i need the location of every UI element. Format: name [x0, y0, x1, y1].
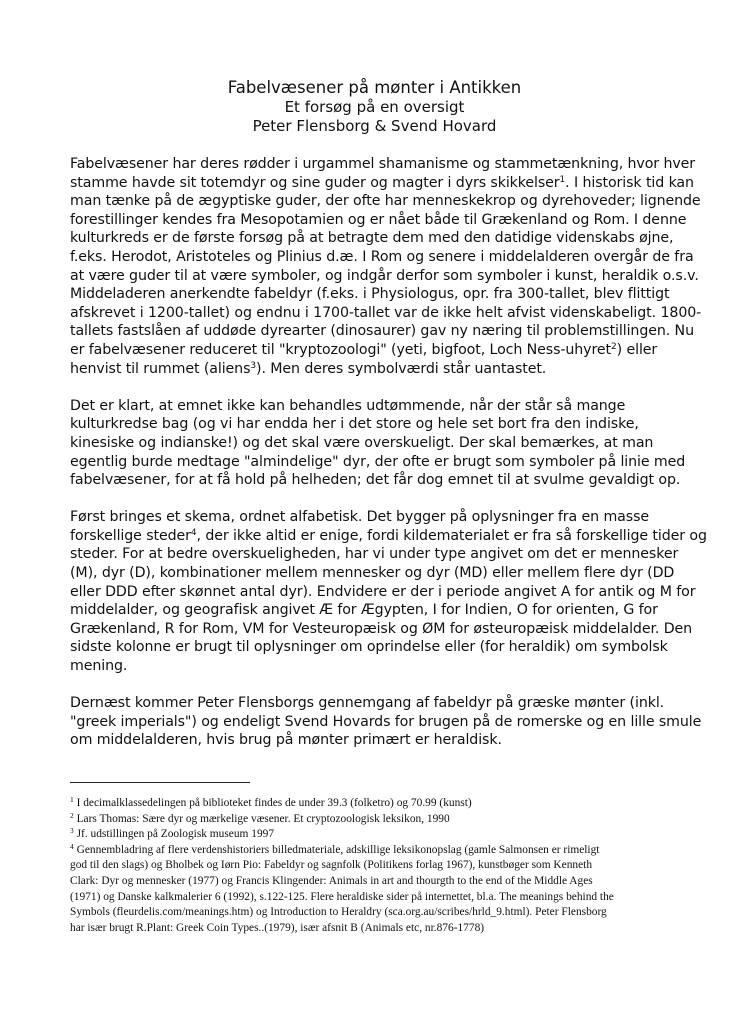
- footnote-line: $^4$ Gennembladring af flere verdenshistoriers billedmateriale, adskillige leksikonopslag (gamle Salmonsen er rimeligt: [70, 841, 600, 856]
- text-line: tallets fastslåen af uddøde dyrearter (dinosaurer) gav ny næring til problemstillingen. Nu: [70, 323, 694, 340]
- body-text: [70, 155, 707, 769]
- text-line: sidste kolonne er brugt til oplysninger om oprindelse eller (for heraldik) om symbolsk: [70, 639, 668, 656]
- footnote-ref: 4: [190, 527, 197, 538]
- footnote-line: Clark: Dyr og mennesker (1977) og Francis Klingender: Animals in art and thourgth to the end of the Middle Ages: [70, 874, 593, 887]
- footnote-divider: [70, 782, 250, 783]
- footnote-ref: 3: [250, 360, 257, 371]
- footnote-line: $^3$ Jf. udstillingen på Zoologisk museum 1997: [70, 826, 275, 841]
- text-line: mening.: [70, 658, 128, 675]
- text-line: f.eks. Herodot, Aristoteles og Plinius d.æ. I Rom og senere i middelalderen overgår de fra: [70, 248, 694, 265]
- text-line: Grækenland, R for Rom, VM for Vesteuropæisk og ØM for østeuropæisk middelalder. Den: [70, 620, 693, 637]
- paragraph-1: [70, 155, 702, 378]
- footnote-line: $^2$ Lars Thomas: Sære dyr og mærkelige væsener. Et cryptozoologisk leksikon, 1990: [70, 810, 450, 825]
- text-line: afskrevet i 1200-tallet) og endnu i 1700-tallet var de ikke helt afvist videnskabeligt. 1800-: [70, 304, 702, 321]
- text-line: at være guder til at være symboler, og indgår derfor som symboler i kunst, heraldik o.s.v.: [70, 267, 699, 284]
- text-line: "greek imperials") og endeligt Svend Hovards for brugen på de romerske og en lille smule: [70, 713, 702, 730]
- footnote-ref: 2: [70, 810, 74, 820]
- text-line: forskellige steder$^4$, der ikke altid er enige, fordi kildematerialet er fra så forskellige tider og: [70, 527, 707, 544]
- text-line: henvist til rummet (aliens$^3$). Men deres symbolværdi står uantastet.: [70, 360, 547, 377]
- text-line: Det er klart, at emnet ikke kan behandles udtømmende, når der står så mange: [70, 397, 626, 414]
- title-block: [0, 78, 749, 136]
- text-line: Dernæst kommer Peter Flensborgs gennemgang af fabeldyr på græske mønter (inkl.: [70, 695, 665, 712]
- paragraph-3: [70, 508, 707, 675]
- paragraph-2: [70, 397, 685, 490]
- footnote-ref: 4: [70, 841, 74, 851]
- footnote-line: har især brugt R.Plant: Greek Coin Types..(1979), især afsnit B (Animals etc, nr.876-1778): [70, 921, 485, 934]
- footnotes: [70, 796, 690, 936]
- text-line: er fabelvæsener reduceret til "kryptozoologi" (yeti, bigfoot, Loch Ness-uhyret$^2$) eller: [70, 341, 658, 358]
- text-line: egentlig burde medtage "almindelige" dyr, der ofte er brugt som symboler på linie med: [70, 453, 686, 470]
- text-line: eller DDD efter skønnet antal dyr). Endvidere er der i periode angivet A for antik og M for: [70, 583, 696, 600]
- page-authors: Peter Flensborg & Svend Hovard: [252, 117, 497, 135]
- text-line: om middelalderen, hvis brug på mønter primært er heraldisk.: [70, 732, 502, 749]
- footnote-ref: 1: [559, 174, 566, 185]
- footnote-ref: 3: [70, 826, 74, 836]
- page-title: Fabelvæsener på mønter i Antikken: [227, 78, 522, 97]
- text-line: (M), dyr (D), kombinationer mellem mennesker og dyr (MD) eller mellem flere dyr (DD: [70, 565, 675, 582]
- text-line: middelalder, og geografisk angivet Æ for Ægypten, I for Indien, O for orienten, G for: [70, 602, 658, 619]
- text-line: stamme havde sit totemdyr og sine guder og magter i dyrs skikkelser$^1$. I historisk tid kan: [70, 174, 694, 191]
- text-line: Fabelvæsener har deres rødder i urgammel shamanisme og stammetænkning, hvor hver: [70, 156, 695, 172]
- footnote-line: (1971) og Danske kalkmalerier 6 (1992), s.122-125. Flere heraldiske sider på internettet, bl.a. The meanings behind the: [70, 890, 614, 903]
- text-line: forestillinger kendes fra Mesopotamien og er nået både til Grækenland og Rom. I denne: [70, 211, 687, 228]
- footnote-ref: 1: [70, 795, 74, 804]
- text-line: man tænke på de ægyptiske guder, der ofte har menneskekrop og dyrehoveder; lignende: [70, 193, 701, 210]
- text-line: Først bringes et skema, ordnet alfabetisk. Det bygger på oplysninger fra en masse: [70, 509, 649, 526]
- text-line: kinesiske og indianske!) og det skal være overskueligt. Der skal bemærkes, at man: [70, 434, 654, 451]
- footnote-line: $^1$ I decimalklassedelingen på biblioteket findes de under 39.3 (folketro) og 70.99 (kunst): [70, 795, 472, 809]
- text-line: kulturkredse bag (og vi har endda her i det store og hele set bort fra den indiske,: [70, 416, 639, 433]
- text-line: steder. For at bedre overskueligheden, har vi under type angivet om det er mennesker: [70, 546, 679, 563]
- paragraph-4: [70, 694, 702, 750]
- footnote-line: god til den slags) og Bholbek og Iørn Pio: Fabeldyr og sagnfolk (Politikens forlag 1967), kunstbøger som Kenneth: [70, 859, 593, 872]
- text-line: kulturkreds er de første forsøg på at betragte dem med den datidige videnskabs øjne,: [70, 230, 674, 247]
- text-line: fabelvæsener, for at få hold på helheden; det får dog emnet til at svulme gevaldigt op.: [70, 472, 681, 489]
- text-line: Middeladeren anerkendte fabeldyr (f.eks. i Physiologus, opr. fra 300-tallet, blev flittigt: [70, 286, 670, 303]
- footnote-line: Symbols (fleurdelis.com/meanings.htm) og Introduction to Heraldry (sca.org.au/scribes/hrld_9.html). Peter Flensborg: [70, 906, 607, 919]
- footnote-ref: 2: [610, 341, 617, 352]
- page-subtitle: Et forsøg på en oversigt: [284, 98, 465, 116]
